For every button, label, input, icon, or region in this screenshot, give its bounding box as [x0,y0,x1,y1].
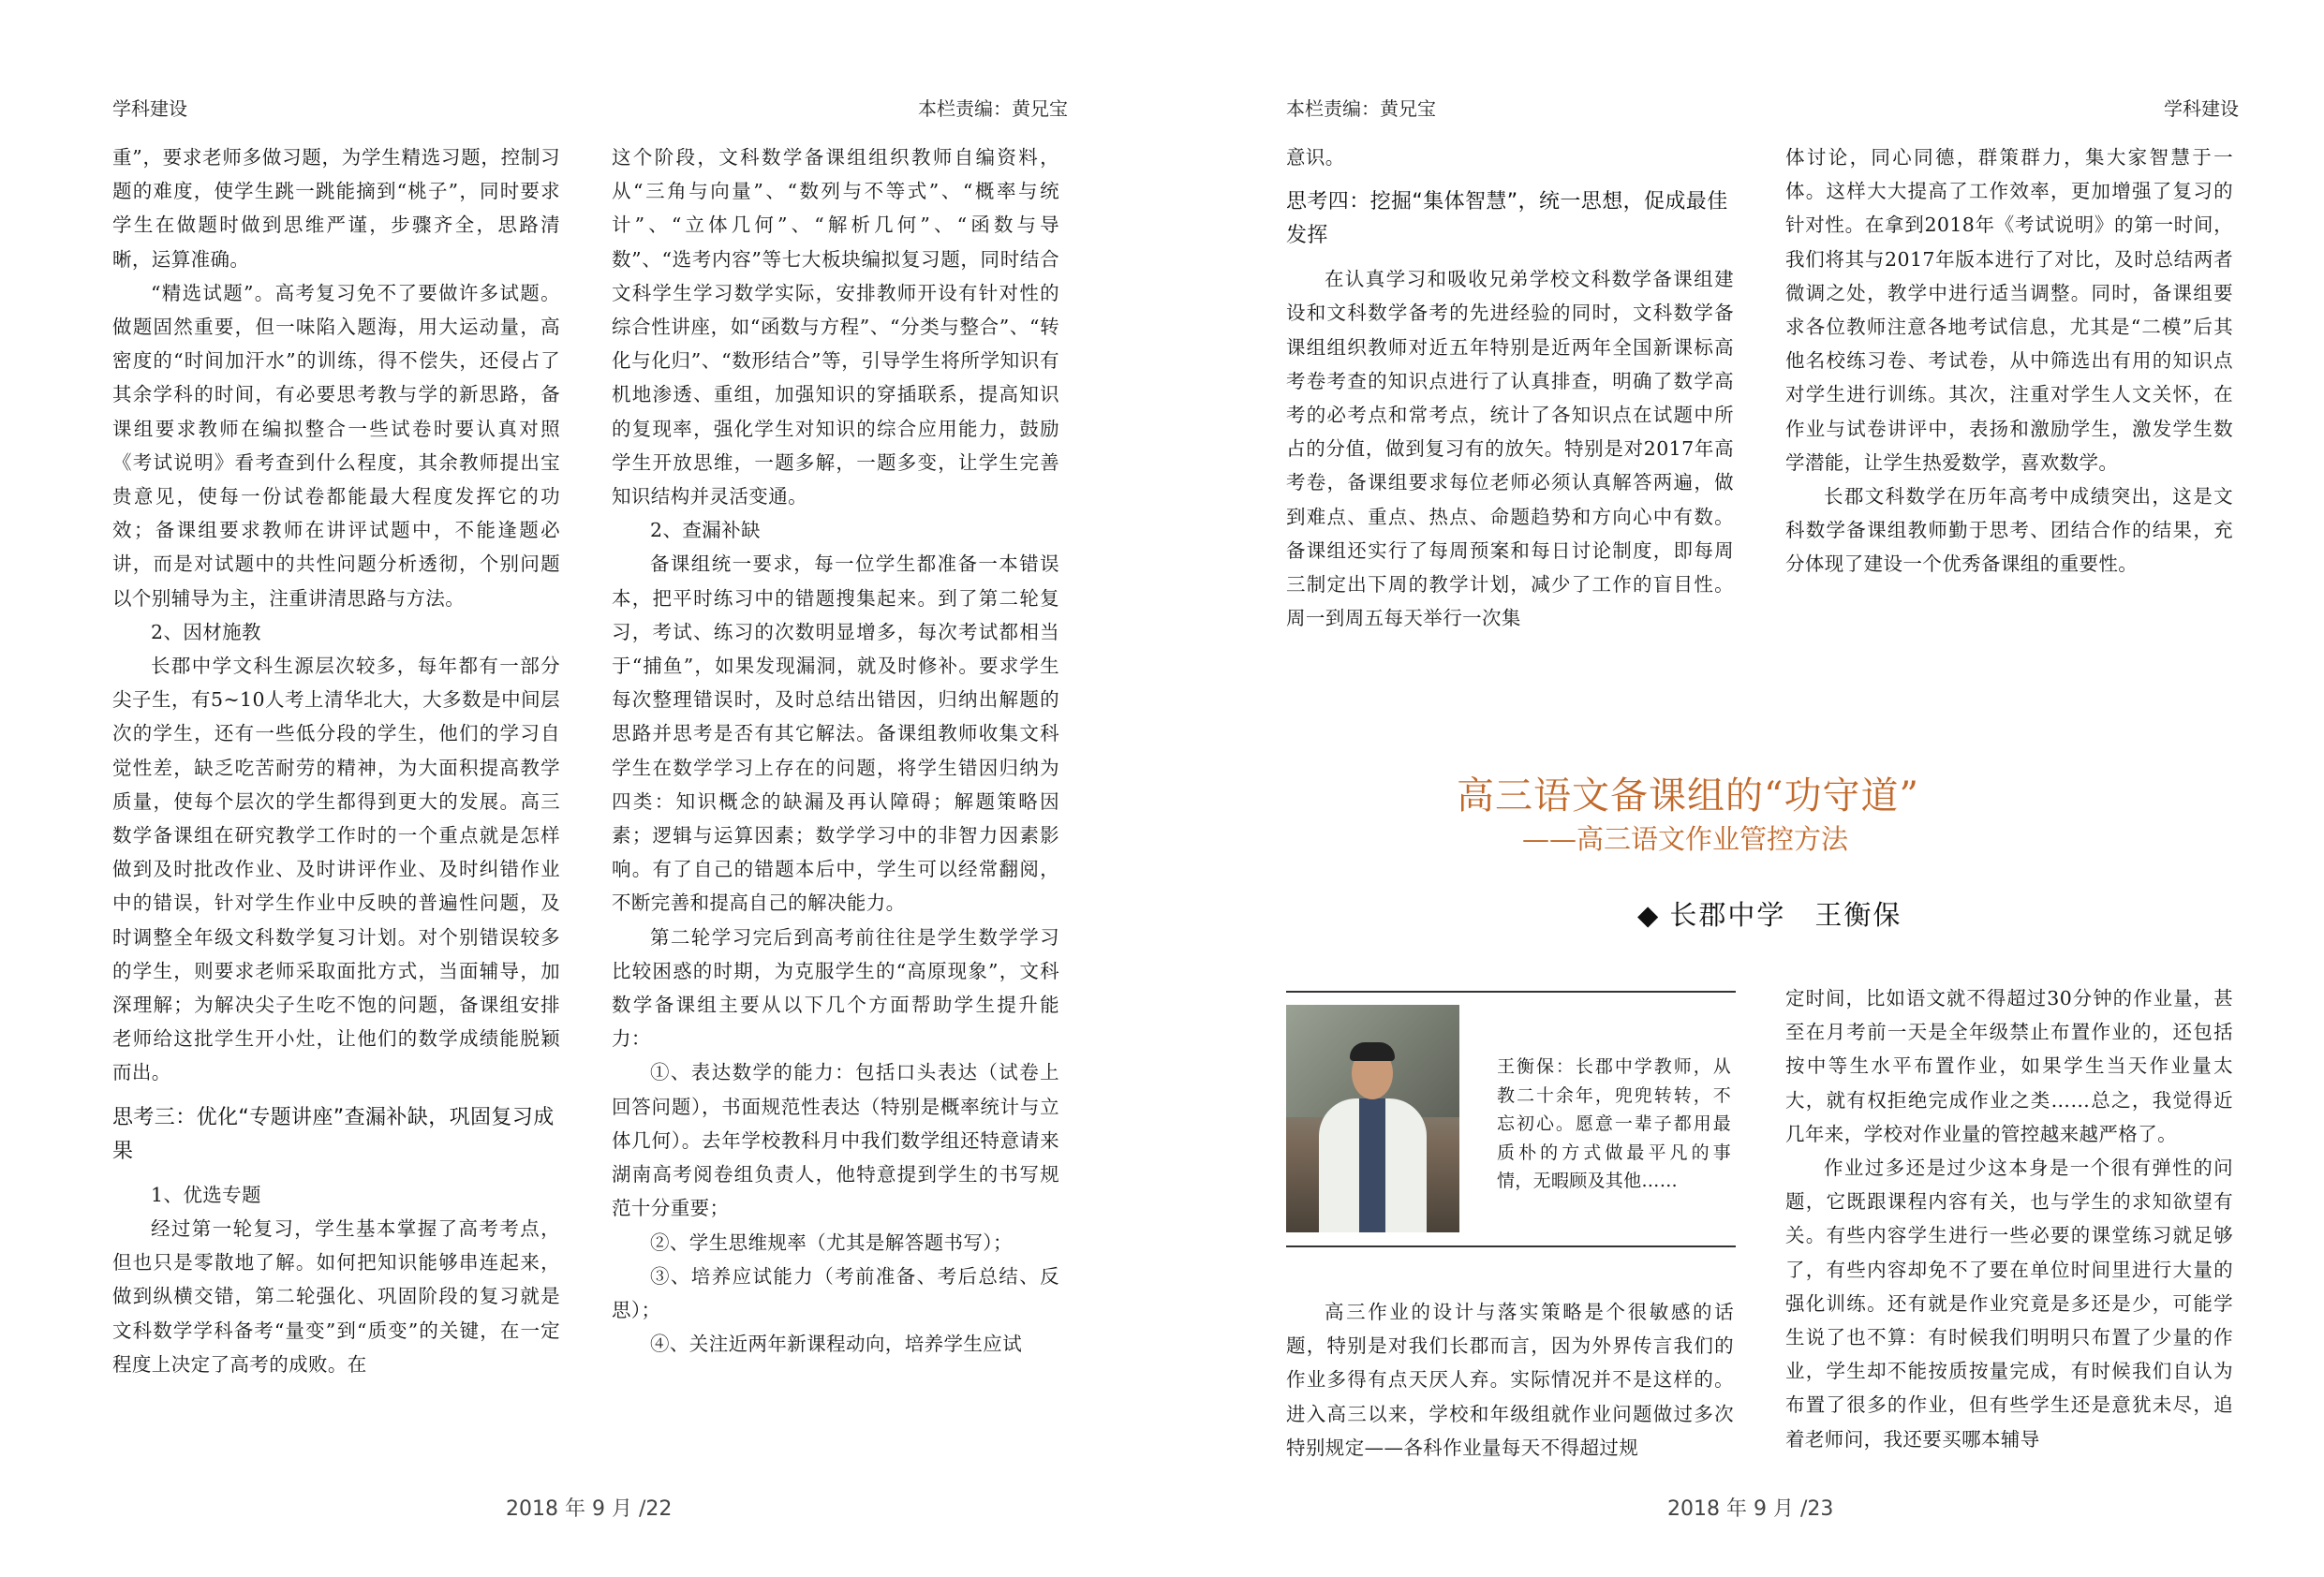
article-author [1637,894,1902,933]
body-paragraph: ①、表达数学的能力：包括口头表达（试卷上回答问题），书面规范性表达（特别是概率统计与立体几何）。去年学校教科月中我们数学组还特意请来湖南高考阅卷组负责人，他特意提到学生的书写规范十分重要； [612,1061,1059,1220]
section-heading: 思考四：挖掘“集体智慧”，统一思想，促成最佳发挥 [1286,190,1728,248]
left-column-2 [612,140,1059,1361]
body-paragraph: 长郡文科数学在历年高考中成绩突出，这是文科数学备课组教师勤于思考、团结合作的结果，充分体现了建设一个优秀备课组的重要性。 [1785,485,2233,576]
author-name: 长郡中学 王衡保 [1669,899,1902,931]
article-paragraph: 高三作业的设计与落实策略是个很敏感的话题，特别是对我们长郡而言，因为外界传言我们的作业多得有点天厌人弃。实际情况并不是这样的。进入高三以来，学校和年级组就作业问题做过多次特别规定——各科作业量每天不得超过规 [1286,1301,1734,1459]
body-paragraph: 备课组统一要求，每一位学生都准备一本错误本，把平时练习中的错题搜集起来。到了第二轮复习，考试、练习的次数明显增多，每次考试都相当于“捕鱼”，如果发现漏洞，就及时修补。要求学生每次整理错误时，及时总结出错因，归纳出解题的思路并思考是否有其它解法。备课组教师收集文科学生在数学学习上存在的问题，将学生错因归纳为四类：知识概念的缺漏及再认障碍；解题策略因素；逻辑与运算因素；数学学习中的非智力因素影响。有了自己的错题本后中，学生可以经常翻阅，不断完善和提高自己的解决能力。 [612,553,1059,915]
body-paragraph: 长郡中学文科生源层次较多，每年都有一部分尖子生，有5~10人考上清华北大，大多数是中间层次的学生，还有一些低分段的学生，他们的学习自觉性差，缺乏吃苦耐劳的精神，为大面积提高教学质量，使每个层次的学生都得到更大的发展。高三数学备课组在研究教学工作时的一个重点就是怎样做到及时批改作业、及时讲评作业、及时纠错作业中的错误，针对学生作业中反映的普遍性问题，及时调整全年级文科数学复习计划。对个别错误较多的学生，则要求老师采取面批方式，当面辅导，加深理解；为解决尖子生吃不饱的问题，备课组安排老师给这批学生开小灶，让他们的数学成绩能脱颖而出。 [112,655,560,1084]
article-column-1 [1286,1295,1734,1465]
right-column-2 [1785,140,2233,582]
left-column-1 [112,140,560,1381]
body-paragraph: 第二轮学习完后到高考前往往是学生数学学习比较困惑的时期，为克服学生的“高原现象”，文科数学备课组主要从以下几个方面帮助学生提升能力： [612,925,1059,1051]
body-paragraph: 意识。 [1286,146,1345,169]
section-heading: 思考三：优化“专题讲座”查漏补缺，巩固复习成果 [112,1105,555,1163]
author-bio: 王衡保：长郡中学教师，从教二十余年，兜兜转转，不忘初心。愿意一辈子都用最质朴的方式做最平凡的事情，无暇顾及其他…… [1497,1056,1731,1191]
left-editor-label: 本栏责编：黄兄宝 [918,97,1068,120]
left-section-label: 学科建设 [112,97,187,120]
author-bio-box [1286,991,1736,1247]
body-paragraph: 这个阶段，文科数学备课组组织教师自编资料，从“三角与向量”、“数列与不等式”、“概率与统计”、“立体几何”、“解析几何”、“函数与导数”、“选考内容”等七大板块编拟复习题，同时结合文科学生学习数学实际，安排教师开设有针对性的综合性讲座，如“函数与方程”、“分类与整合”、“转化与化归”、“数形结合”等，引导学生将所学知识有机地渗透、重组，加强知识的穿插联系，提高知识的复现率，强化学生对知识的综合应用能力，鼓励学生开放思维，一题多解，一题多变，让学生完善知识结构并灵活变通。 [612,146,1059,508]
body-paragraph: ②、学生思维规率（尤其是解答题书写）； [650,1231,1013,1254]
diamond-bullet-icon: ◆ [1637,899,1661,931]
article-title: 高三语文备课组的“功守道” [1457,774,1919,818]
article-subtitle: ——高三语文作业管控方法 [1522,823,1849,855]
body-paragraph: 2、因材施教 [151,620,261,643]
body-paragraph: 体讨论，同心同德，群策群力，集大家智慧于一体。这样大大提高了工作效率，更加增强了复习的针对性。在拿到2018年《考试说明》的第一时间，我们将其与2017年版本进行了对比，及时总结两者微调之处，教学中进行适当调整。同时，备课组要求各位教师注意各地考试信息，尤其是“二模”后其他名校练习卷、考试卷，从中筛选出有用的知识点对学生进行训练。其次，注重对学生人文关怀，在作业与试卷讲评中，表扬和激励学生，激发学生数学潜能，让学生热爱数学，喜欢数学。 [1785,146,2233,474]
body-paragraph: 1、优选专题 [151,1183,261,1206]
body-paragraph: ④、关注近两年新课程动向，培养学生应试 [650,1333,1023,1356]
right-editor-label: 本栏责编：黄兄宝 [1286,97,1436,120]
body-paragraph: “精选试题”。高考复习免不了要做许多试题。做题固然重要，但一味陷入题海，用大运动量，高密度的“时间加汗水”的训练，得不偿失，还侵占了其余学科的时间，有必要思考教与学的新思路，备课组要求教师在编拟整合一些试卷时要认真对照《考试说明》看考查到什么程度，其余教师提出宝贵意见，使每一份试卷都能最大程度发挥它的功效；备课组要求教师在讲评试题中，不能逢题必讲，而是对试题中的共性问题分析透彻，个别问题以个别辅导为主，注重讲清思路与方法。 [112,281,560,610]
right-section-label: 学科建设 [2164,97,2239,120]
body-paragraph: 重”，要求老师多做习题，为学生精选习题，控制习题的难度，使学生跳一跳能摘到“桃子”，同时要求学生在做题时做到思维严谨，步骤齐全，思路清晰，运算准确。 [112,146,560,271]
author-photo [1286,1005,1459,1232]
body-paragraph: 在认真学习和吸收兄弟学校文科数学备课组建设和文科数学备考的先进经验的同时，文科数学备课组组织教师对近五年特别是近两年全国新课标高考卷考查的知识点进行了认真排查，明确了数学高考的必考点和常考点，统计了各知识点在试题中所占的分值，做到复习有的放矢。特别是对2017年高考卷，备课组要求每位老师必须认真解答两遍，做到难点、重点、热点、命题趋势和方向心中有数。备课组还实行了每周预案和每日讨论制度，即每周三制定出下周的教学计划，减少了工作的盲目性。周一到周五每天举行一次集 [1286,268,1734,630]
body-paragraph: 定时间，比如语文就不得超过30分钟的作业量，甚至在月考前一天是全年级禁止布置作业的，还包括按中等生水平布置作业，如果学生当天作业量太大，就有权拒绝完成作业之类……总之，我觉得近几年来，学校对作业量的管控越来越严格了。 [1785,987,2233,1145]
article-column-2 [1785,981,2233,1456]
right-column-1 [1286,140,1734,635]
left-page-number: 2018 年 9 月 /22 [506,1497,673,1521]
body-paragraph: 2、查漏补缺 [650,519,761,542]
body-paragraph: 经过第一轮复习，学生基本掌握了高考考点，但也只是零散地了解。如何把知识能够串连起来，做到纵横交错，第二轮强化、巩固阶段的复习就是文科数学学科备考“量变”到“质变”的关键，在一定程度上决定了高考的成败。在 [112,1216,560,1376]
right-page-number: 2018 年 9 月 /23 [1667,1497,1834,1521]
body-paragraph: 作业过多还是过少这本身是一个很有弹性的问题，它既跟课程内容有关，也与学生的求知欲望有关。有些内容学生进行一些必要的课堂练习就足够了，有些内容却免不了要在单位时间里进行大量的强化训练。还有就是作业究竟是多还是少，可能学生说了也不算：有时候我们明明只布置了少量的作业，学生却不能按质按量完成，有时候我们自认为布置了很多的作业，但有些学生还是意犹未尽，追着老师问，我还要买哪本辅导 [1785,1157,2233,1451]
body-paragraph: ③、培养应试能力（考前准备、考后总结、反思）； [612,1264,1059,1321]
